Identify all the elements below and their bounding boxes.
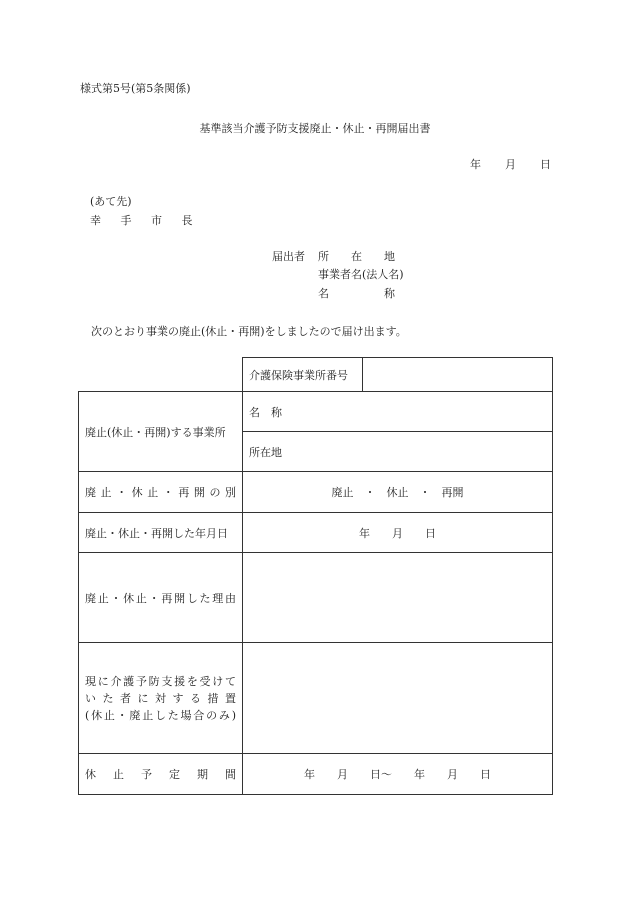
- statement-text: 次のとおり事業の廃止(休止・再開)をしましたので届け出ます。: [91, 325, 407, 338]
- form-number: 様式第5号(第5条関係): [80, 82, 191, 95]
- date-month-label: 月: [505, 158, 516, 171]
- applicant-business-name-label: 事業者名(法人名): [318, 268, 404, 281]
- addressee-label: (あて先): [90, 195, 132, 208]
- applicant-label: 届出者: [272, 250, 305, 263]
- office-address-field[interactable]: 所在地: [243, 432, 553, 472]
- measures-label: [79, 643, 243, 754]
- notification-table: [78, 357, 553, 795]
- applicant-name-label: 名 称: [318, 287, 395, 300]
- blank-cell: [79, 358, 243, 392]
- type-options[interactable]: 廃止 ・ 休止 ・ 再開: [243, 472, 553, 513]
- date-label: 廃止・休止・再開した年月日: [79, 513, 243, 553]
- submission-date: [446, 156, 551, 172]
- measures-label-line-2: いた者に対する措置: [85, 691, 236, 705]
- measures-label-line-1: 現に介護予防支援を受けて: [85, 674, 236, 688]
- suspension-label: 休止予定期間: [79, 754, 243, 795]
- applicant-block: [272, 248, 472, 308]
- reason-field[interactable]: [243, 553, 553, 643]
- insurance-number-label: 介護保険事業所番号: [243, 358, 363, 392]
- insurance-number-field[interactable]: [363, 358, 553, 392]
- reason-label: 廃止・休止・再開した理由: [79, 553, 243, 643]
- measures-field[interactable]: [243, 643, 553, 754]
- office-label: 廃止(休止・再開)する事業所: [79, 392, 243, 472]
- date-field[interactable]: 年 月 日: [243, 513, 553, 553]
- applicant-address-label: 所 在 地: [318, 250, 395, 263]
- addressee-name: 幸 手 市 長: [90, 214, 201, 227]
- date-year-label: 年: [470, 158, 481, 171]
- office-name-field[interactable]: 名 称: [243, 392, 553, 432]
- type-label: 廃止・休止・再開の別: [79, 472, 243, 513]
- suspension-field[interactable]: 年 月 日～ 年 月 日: [243, 754, 553, 795]
- date-day-label: 日: [540, 158, 551, 171]
- measures-label-line-3: (休止・廃止した場合のみ): [85, 708, 236, 722]
- document-title: 基準該当介護予防支援廃止・休止・再開届出書: [199, 122, 431, 135]
